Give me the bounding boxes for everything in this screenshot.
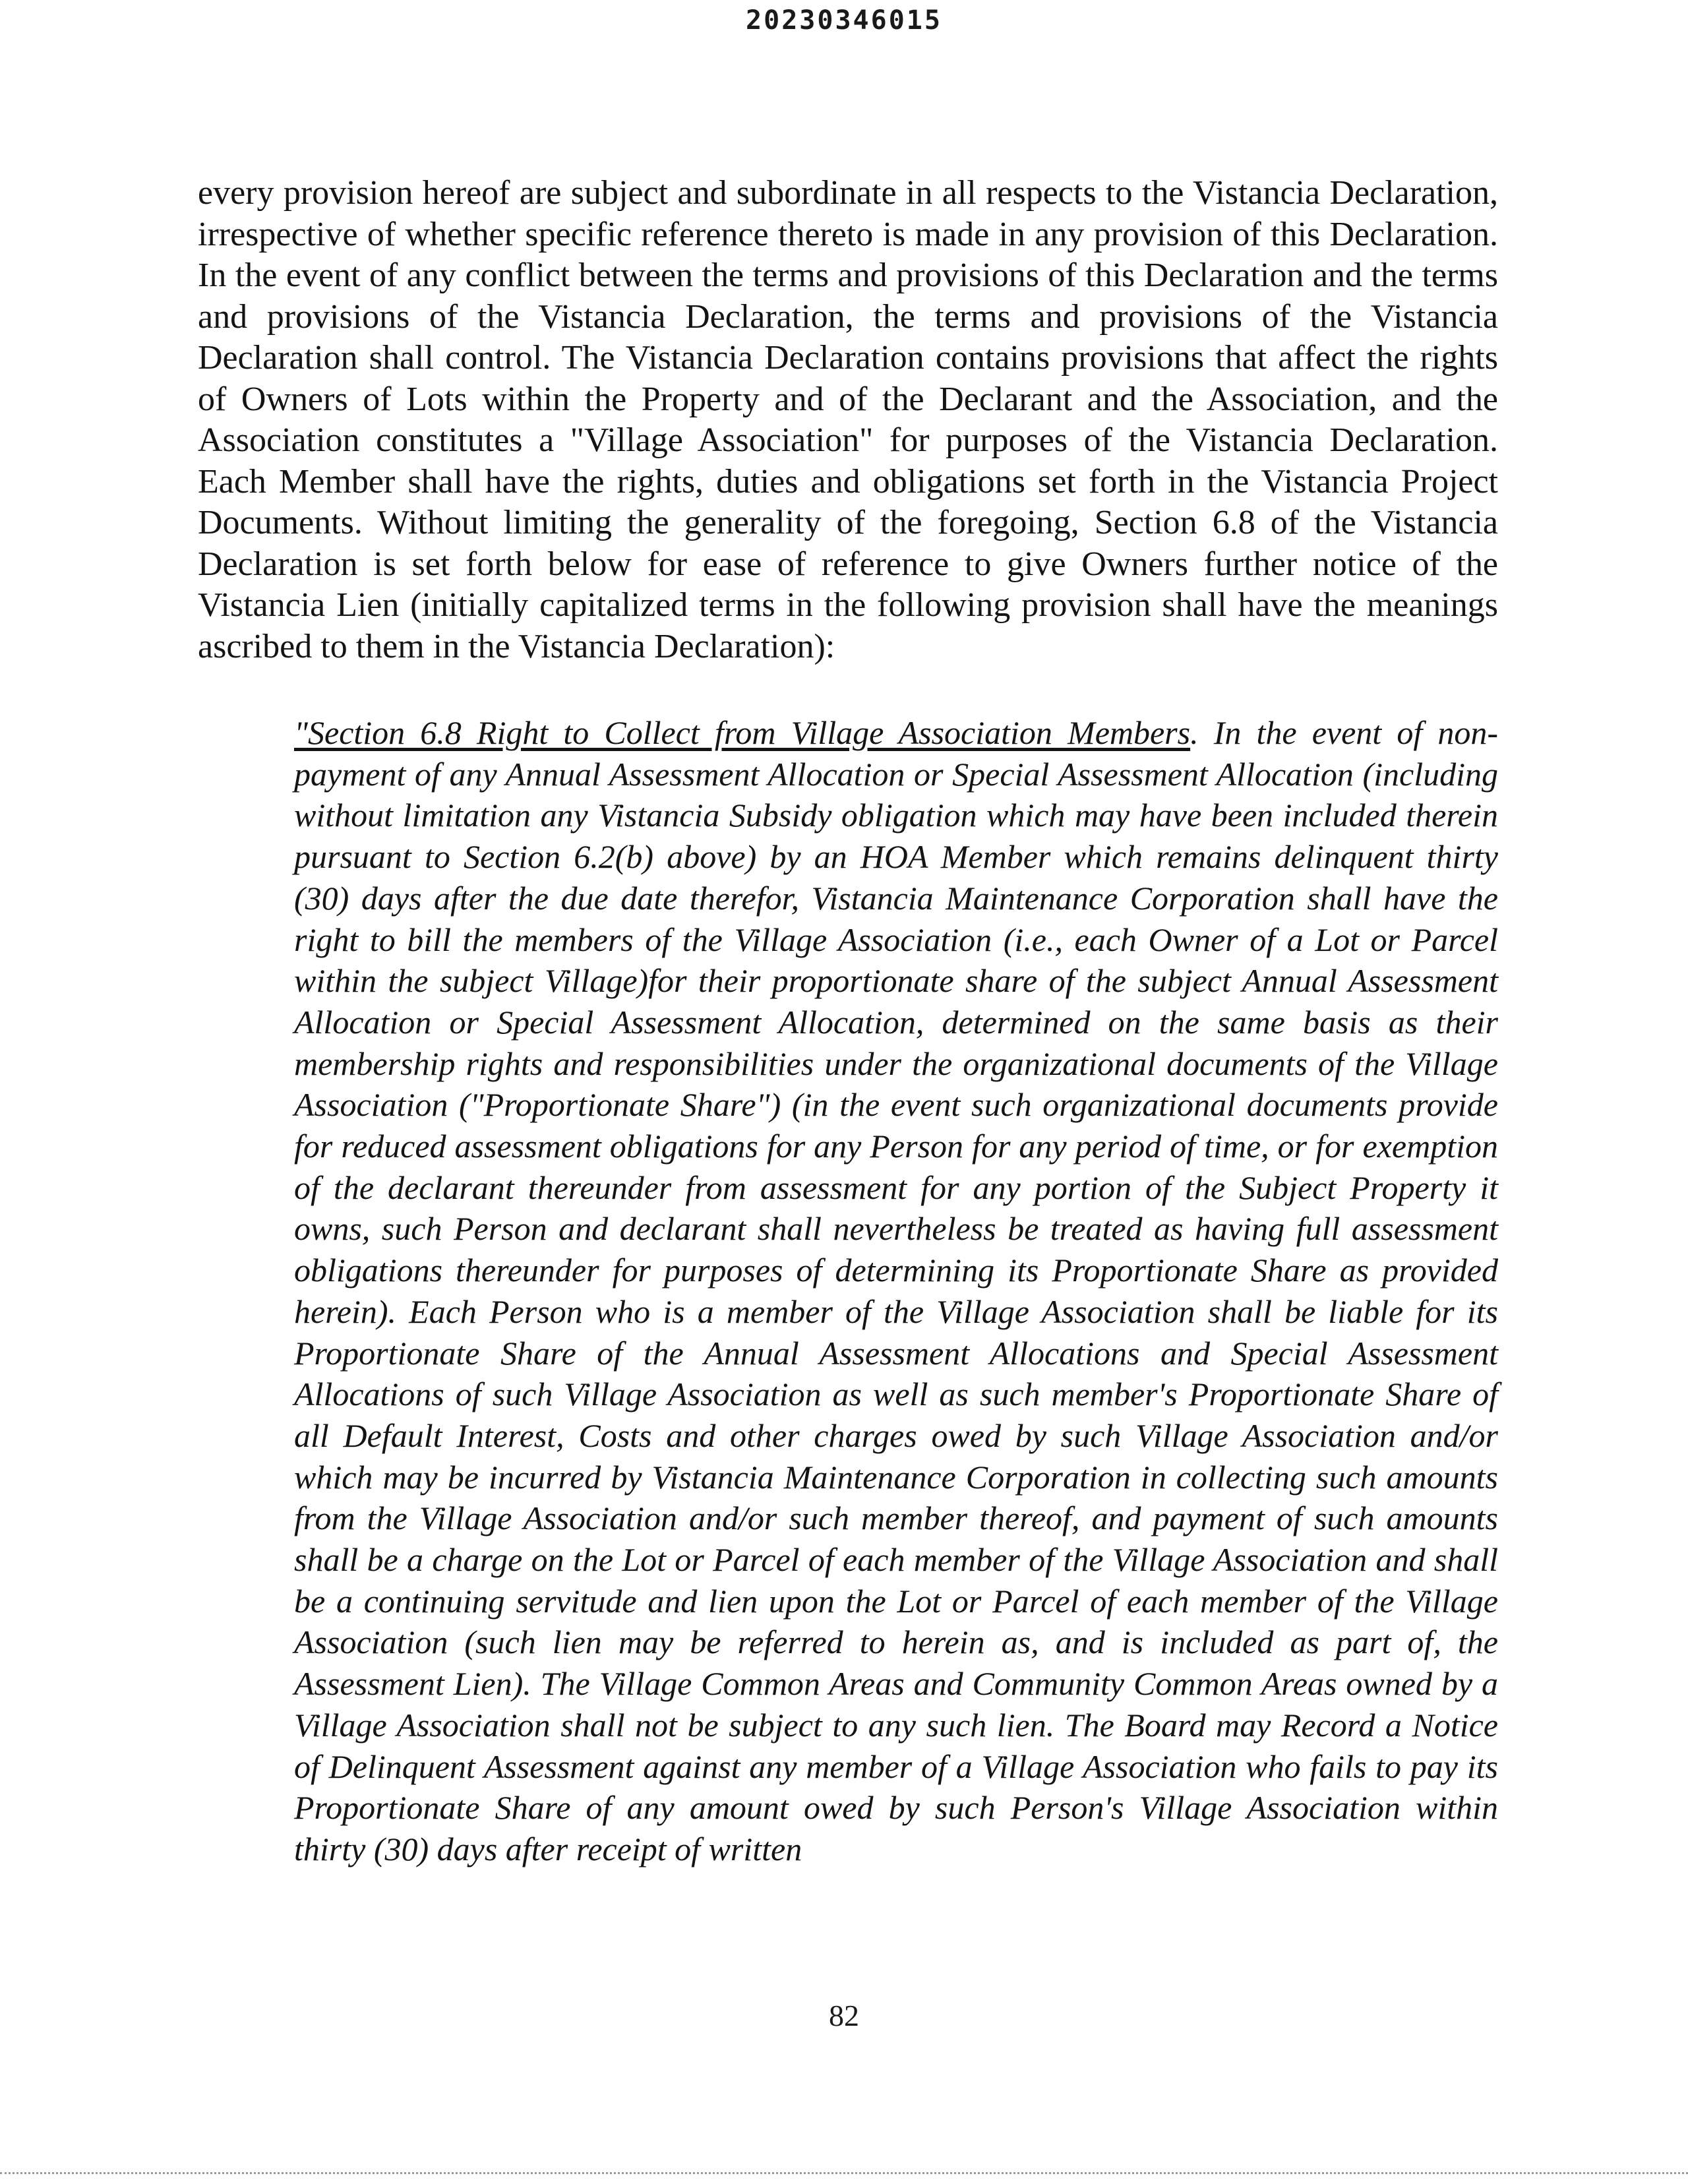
body-paragraph: every provision hereof are subject and subordinate in all respects to the Vistancia Declaration, irrespective of whether specific reference thereto is made in any provision of this Declaration. In the event of any conflict between the terms and provisions of this Declaration and the terms and provisions of the Vistancia Declaration, the terms and provisions of the Vistancia Declaration shall control. The Vistancia Declaration contains provisions that affect the rights of Owners of Lots within the Property and of the Declarant and the Association, and the Association constitutes a "Village Association" for purposes of the Vistancia Declaration. Each Member shall have the rights, duties and obligations set forth in the Vistancia Project Documents. Without limiting the generality of the foregoing, Section 6.8 of the Vistancia Declaration is set forth below for ease of reference to give Owners further notice of the Vistancia Lien (initially capitalized terms in the following provision shall have the meanings ascribed to them in the Vistancia Declaration): xyxy=(198,174,1498,665)
scan-edge-divider xyxy=(0,2172,1688,2174)
document-number: 20230346015 xyxy=(746,5,942,36)
page-number: 82 xyxy=(829,1999,859,2032)
quoted-section-heading: "Section 6.8 Right to Collect from Village Association Members xyxy=(294,714,1191,751)
quoted-section-heading-period: . xyxy=(1190,714,1199,751)
quoted-section-text: In the event of non-payment of any Annual Assessment Allocation or Special Assessment Allocation (including without limitation any Vistancia Subsidy obligation which may have been included therein pursuant to Section 6.2(b) above) by an HOA Member which remains delinquent thirty (30) days after the due date therefor, Vistancia Maintenance Corporation shall have the right to bill the members of the Village Association (i.e., each Owner of a Lot or Parcel within the subject Village)for their proportionate share of the subject Annual Assessment Allocation or Special Assessment Allocation, determined on the same basis as their membership rights and responsibilities under the organizational documents of the Village Association ("Proportionate Share") (in the event such organizational documents provide for reduced assessment obligations for any Person for any period of time, or for exemption of the declarant thereunder from assessment for any portion of the Subject Property it owns, such Person and declarant shall nevertheless be treated as having full assessment obligations thereunder for purposes of determining its Proportionate Share as provided herein). Each Person who is a member of the Village Association shall be liable for its Proportionate Share of the Annual Assessment Allocations and Special Assessment Allocations of such Village Association as well as such member's Proportionate Share of all Default Interest, Costs and other charges owed by such Village Association and/or which may be incurred by Vistancia Maintenance Corporation in collecting such amounts from the Village Association and/or such member thereof, and payment of such amounts shall be a charge on the Lot or Parcel of each member of the Village Association and shall be a continuing servitude and lien upon the Lot or Parcel of each member of the Village Association (such lien may be referred to herein as, and is included as part of, the Assessment Lien). The Village Common Areas and Community Common Areas owned by a Village Association shall not be subject to any such lien. The Board may Record a Notice of Delinquent Assessment against any member of a Village Association who fails to pay its Proportionate Share of any amount owed by such Person's Village Association within thirty (30) days after receipt of written xyxy=(294,714,1498,1867)
quoted-section xyxy=(294,712,1498,1870)
